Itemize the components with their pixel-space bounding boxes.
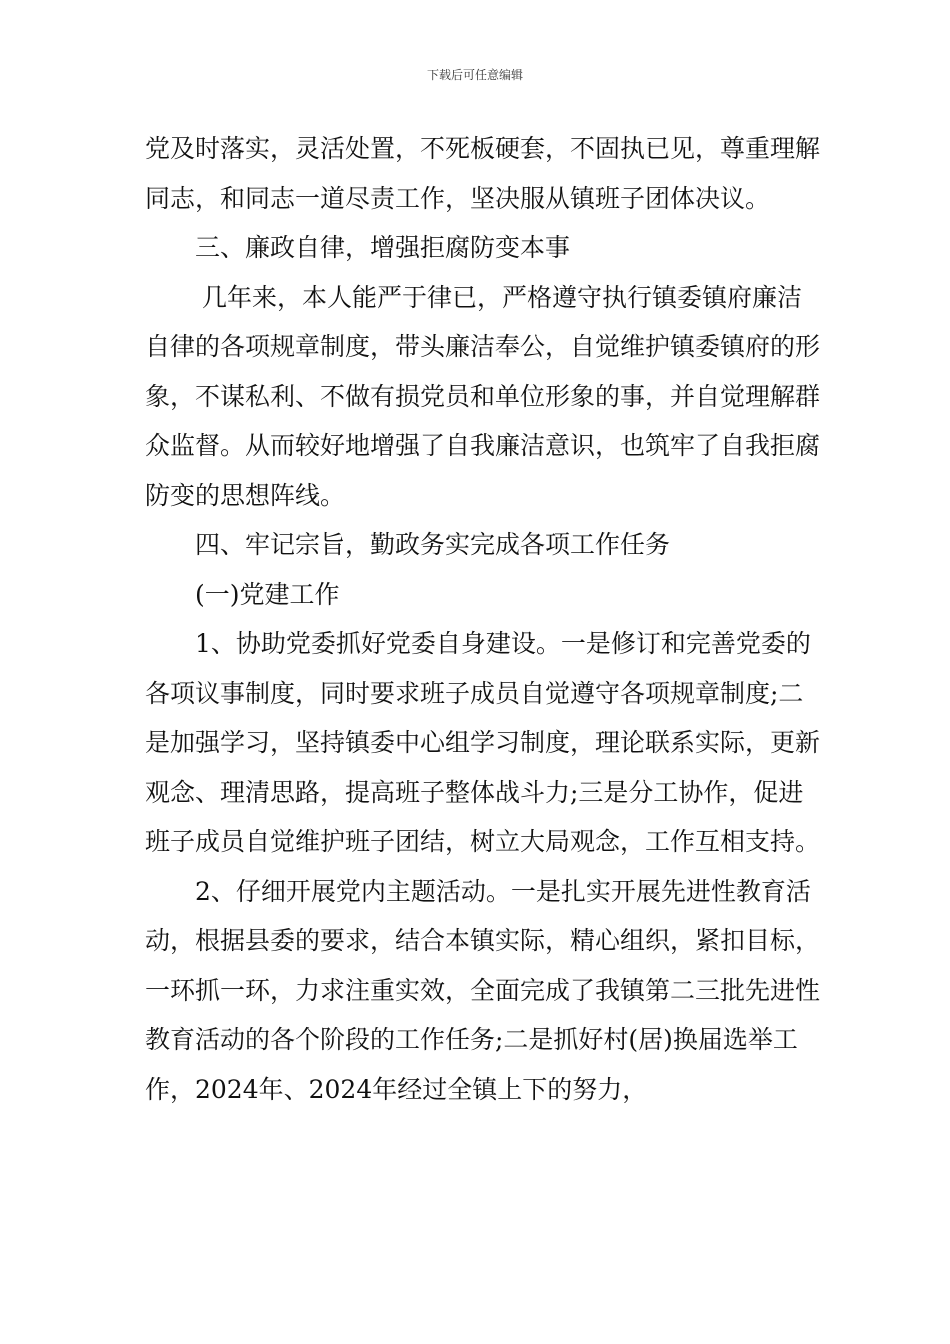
paragraph-continuation: 党及时落实，灵活处置，不死板硬套，不固执已见，尊重理解同志，和同志一道尽责工作，坚决服从镇班子团体决议。	[145, 134, 821, 213]
paragraph-item-2: 2、仔细开展党内主题活动。一是扎实开展先进性教育活动，根据县委的要求，结合本镇实际，精心组织，紧扣目标，一环抓一环，力求注重实效，全面完成了我镇第二三批先进性教育活动的各个阶段的工作任务;二是抓好村(居)换届选举工作，2024年、2024年经过全镇上下的努力，	[145, 876, 821, 1104]
paragraph-item-1: 1、协助党委抓好党委自身建设。一是修订和完善党委的各项议事制度，同时要求班子成员自觉遵守各项规章制度;二是加强学习，坚持镇委中心组学习制度，理论联系实际，更新观念、理清思路，提高班子整体战斗力;三是分工协作，促进班子成员自觉维护班子团结，树立大局观念，工作互相支持。	[145, 629, 821, 856]
paragraph-integrity: 几年来，本人能严于律已，严格遵守执行镇委镇府廉洁自律的各项规章制度，带头廉洁奉公，自觉维护镇委镇府的形象，不谋私利、不做有损党员和单位形象的事，并自觉理解群众监督。从而较好地增强了自我廉洁意识，也筑牢了自我拒腐防变的思想阵线。	[145, 282, 821, 510]
document-body	[145, 124, 825, 1114]
subsection-heading-party-building: (一)党建工作	[195, 579, 340, 609]
section-heading-3: 三、廉政自律，增强拒腐防变本事	[195, 233, 571, 262]
section-heading-4: 四、牢记宗旨，勤政务实完成各项工作任务	[195, 530, 671, 559]
header-note: 下载后可任意编辑	[426, 68, 523, 82]
